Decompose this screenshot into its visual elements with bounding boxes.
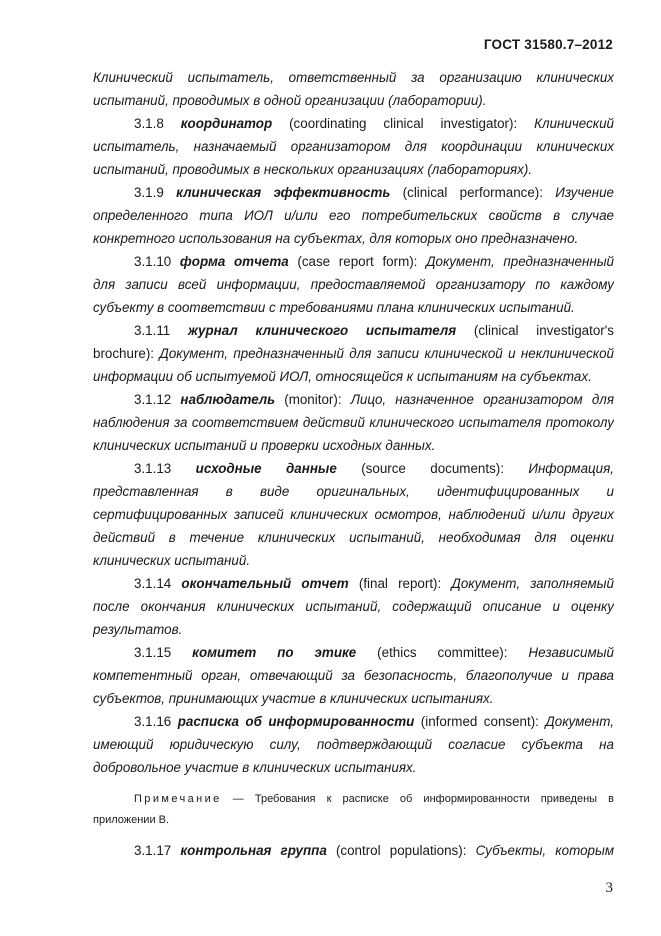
term-number: 3.1.10 xyxy=(134,254,172,269)
text-line: субъекту в соответствии с требованиями плана клинических испытаний. xyxy=(93,300,575,315)
term-3-1-8 xyxy=(93,112,614,135)
term-english: (control populations): xyxy=(335,843,467,858)
term-number: 3.1.14 xyxy=(134,576,172,591)
term-number: 3.1.9 xyxy=(134,185,164,200)
term-3-1-9 xyxy=(93,181,614,204)
term-number: 3.1.17 xyxy=(134,843,172,858)
standard-header: ГОСТ 31580.7–2012 xyxy=(483,37,613,52)
term-definition: Документ, предназначенный xyxy=(426,254,614,269)
term-name: исходные данные xyxy=(195,461,337,476)
term-3-1-17 xyxy=(93,839,614,862)
term-3-1-15 xyxy=(93,641,614,664)
text-line: имеющий юридическую силу, подтверждающий согласие субъекта на xyxy=(93,737,614,752)
term-number: 3.1.8 xyxy=(134,116,164,131)
term-definition: Информация, xyxy=(528,461,614,476)
text-line: для записи всей информации, предоставляемой организатору по каждому xyxy=(93,277,614,292)
term-3-1-16 xyxy=(93,710,614,733)
text-line: компетентный орган, отвечающий за безопасность, благополучие и права xyxy=(93,668,614,683)
term-number: 3.1.11 xyxy=(134,323,171,338)
term-definition: Изучение xyxy=(555,185,614,200)
text-line: Клинический испытатель, ответственный за организацию клинических xyxy=(93,70,614,85)
term-name: координатор xyxy=(180,116,273,131)
term-definition: Клинический xyxy=(534,116,614,131)
text-line: добровольное участие в клинических испытаниях. xyxy=(93,760,417,775)
text-line: испытатель, назначаемый организатором для координации клинических xyxy=(93,139,614,154)
term-3-1-12 xyxy=(93,388,614,411)
term-name: комитет по этике xyxy=(192,645,357,660)
text-line: определенного типа ИОЛ и/или его потребительских свойств в случае xyxy=(93,208,614,223)
note-block xyxy=(93,789,614,831)
text-line: клинических испытаний. xyxy=(93,553,251,568)
text-line: конкретного использования на субъектах, для которых оно предназначено. xyxy=(93,231,579,246)
term-definition: Независимый xyxy=(528,645,614,660)
term-english: (clinical investigator's xyxy=(473,323,614,338)
term-name: форма отчета xyxy=(179,254,289,269)
term-definition: Лицо, назначенное организатором для xyxy=(350,392,614,407)
note-text: — Требования к расписке об информированности приведены в xyxy=(232,793,614,805)
term-name: окончательный отчет xyxy=(181,576,349,591)
text-line: клинических испытаний и проверки исходных данных. xyxy=(93,438,436,453)
term-number: 3.1.16 xyxy=(134,714,172,729)
term-3-1-13 xyxy=(93,457,614,480)
note-label: Примечание xyxy=(134,793,222,805)
page-number: 3 xyxy=(605,880,613,896)
term-english: brochure): xyxy=(93,346,155,361)
term-definition: Документ, предназначенный для записи клинической и неклинической xyxy=(159,346,614,361)
text-line xyxy=(93,342,614,365)
text-line: действий в течение клинических испытаний, необходимая для оценки xyxy=(93,530,614,545)
term-3-1-11 xyxy=(93,319,614,342)
term-3-1-10 xyxy=(93,250,614,273)
term-english: (source documents): xyxy=(361,461,504,476)
text-line: субъектов, принимающих участие в клинических испытаниях. xyxy=(93,691,494,706)
term-english: (ethics committee): xyxy=(377,645,508,660)
text-line: представленная в виде оригинальных, идентифицированных и xyxy=(93,484,614,499)
term-english: (coordinating clinical investigator): xyxy=(289,116,518,131)
text-line: после окончания клинических испытаний, содержащий описание и оценку xyxy=(93,599,614,614)
note-line xyxy=(93,789,614,810)
term-name: расписка об информированности xyxy=(177,714,415,729)
term-number: 3.1.13 xyxy=(134,461,172,476)
document-body xyxy=(93,66,614,862)
text-line: результатов. xyxy=(93,622,183,637)
term-english: (case report form): xyxy=(297,254,418,269)
term-definition: Документ, xyxy=(545,714,614,729)
text-line: испытаний, проводимых в одной организации (лаборатории). xyxy=(93,93,487,108)
term-english: (monitor): xyxy=(284,392,342,407)
term-english: (clinical performance): xyxy=(402,185,543,200)
term-definition: Субъекты, которым xyxy=(475,843,614,858)
term-name: контрольная группа xyxy=(180,843,327,858)
note-line: приложении В. xyxy=(93,814,170,826)
term-english: (final report): xyxy=(358,576,442,591)
term-name: наблюдатель xyxy=(180,392,276,407)
term-number: 3.1.15 xyxy=(134,645,172,660)
term-english: (informed consent): xyxy=(420,714,539,729)
term-name: журнал клинического испытателя xyxy=(188,323,457,338)
term-number: 3.1.12 xyxy=(134,392,172,407)
text-line: сертифицированных записей клинических осмотров, наблюдений и/или других xyxy=(93,507,614,522)
term-3-1-14 xyxy=(93,572,614,595)
text-line: информации об испытуемой ИОЛ, относящейся к испытаниям на субъектах. xyxy=(93,369,592,384)
term-name: клиническая эффективность xyxy=(176,185,391,200)
text-line: наблюдения за соответствием действий клинического испытателя протоколу xyxy=(93,415,614,430)
text-line: испытаний, проводимых в нескольких организациях (лабораториях). xyxy=(93,162,533,177)
term-definition: Документ, заполняемый xyxy=(451,576,614,591)
